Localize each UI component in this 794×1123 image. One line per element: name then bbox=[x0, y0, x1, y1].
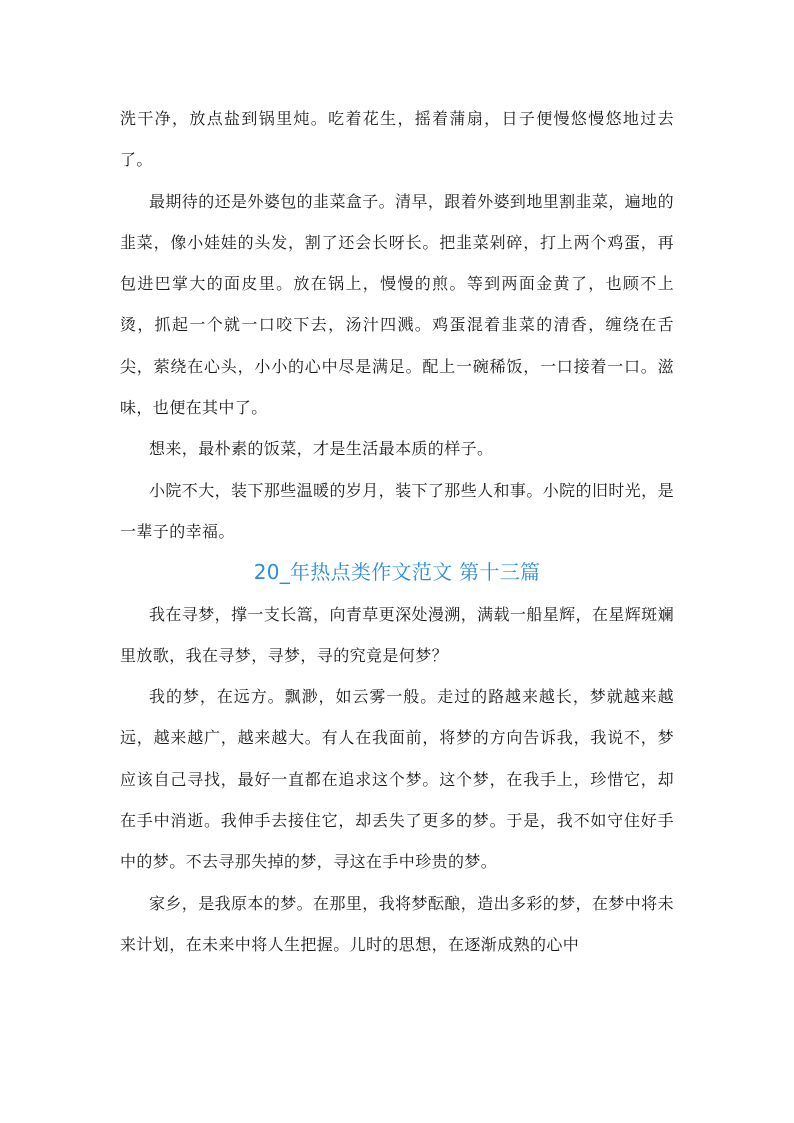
paragraph-chive-box: 最期待的还是外婆包的韭菜盒子。清早，跟着外婆到地里割韭菜，遍地的韭菜，像小娃娃的头发，割了还会长呀长。把韭菜剁碎，打上两个鸡蛋，再包进巴掌大的面皮里。放在锅上，慢慢的煎。等到两面金黄了，也顾不上烫，抓起一个就一口咬下去，汤汁四溅。鸡蛋混着韭菜的清香，缠绕在舌尖，萦绕在心头，小小的心中尽是满足。配上一碗稀饭，一口接着一口。滋味，也便在其中了。 bbox=[120, 191, 674, 418]
paragraph-hometown-dream: 家乡，是我原本的梦。在那里，我将梦酝酿，造出多彩的梦，在梦中将未来计划，在未来中将人生把握。儿时的思想，在逐渐成熟的心中 bbox=[120, 893, 674, 954]
section-title: 20_年热点类作文范文 第十三篇 bbox=[253, 560, 541, 585]
paragraph-simple-food: 想来，最朴素的饭菜，才是生活最本质的样子。 bbox=[149, 439, 494, 459]
paragraph-continued: 洗干净，放点盐到锅里炖。吃着花生，摇着蒲扇，日子便慢悠慢悠地过去了。 bbox=[120, 109, 674, 170]
document-page bbox=[120, 98, 674, 965]
paragraph-distant-dream: 我的梦，在远方。飘渺，如云雾一般。走过的路越来越长，梦就越来越远，越来越广，越来越大。有人在我面前，将梦的方向告诉我，我说不，梦应该自己寻找，最好一直都在追求这个梦。这个梦，在我手上，珍惜它，却在手中消逝。我伸手去接住它，却丢失了更多的梦。于是，我不如守住好手中的梦。不去寻那失掉的梦，寻这在手中珍贵的梦。 bbox=[120, 687, 674, 872]
paragraph-seeking-dream: 我在寻梦，撑一支长篙，向青草更深处漫溯，满载一船星辉，在星辉斑斓里放歌，我在寻梦，寻梦，寻的究竟是何梦？ bbox=[120, 604, 674, 665]
paragraph-small-yard: 小院不大，装下那些温暖的岁月，装下了那些人和事。小院的旧时光，是一辈子的幸福。 bbox=[120, 480, 674, 541]
